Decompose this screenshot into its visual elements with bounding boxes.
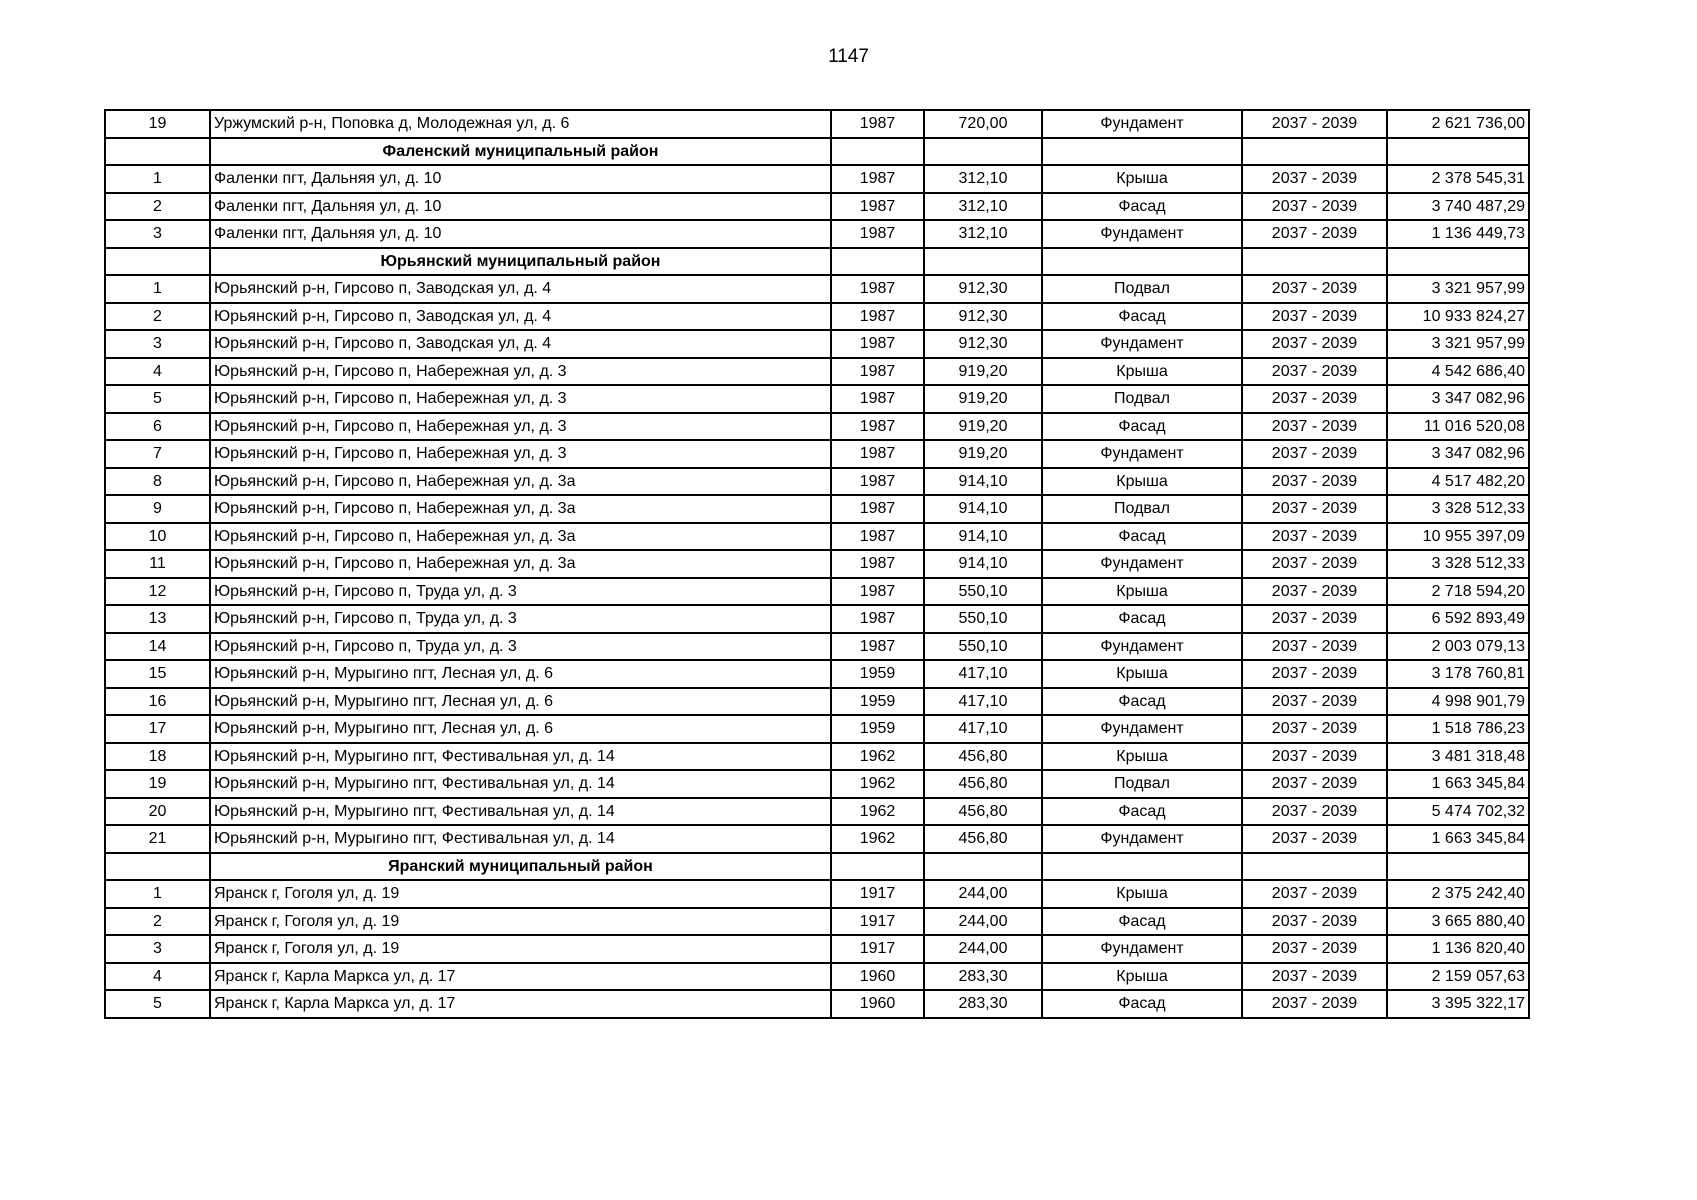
work-type-cell: Подвал: [1042, 275, 1242, 303]
table-row: [105, 220, 1529, 248]
table-row: [105, 165, 1529, 193]
build-year-cell: 1962: [831, 770, 924, 798]
address-cell: Юрьянский р-н, Гирсово п, Набережная ул, д. 3: [210, 385, 831, 413]
cost-cell: 4 998 901,79: [1387, 688, 1529, 716]
row-number: 3: [105, 220, 210, 248]
section-header-row: [105, 138, 1529, 166]
row-number: 1: [105, 880, 210, 908]
work-type-cell: Крыша: [1042, 743, 1242, 771]
build-year-cell: 1987: [831, 193, 924, 221]
row-number: 19: [105, 770, 210, 798]
empty-cell: [1242, 248, 1387, 276]
build-year-cell: 1959: [831, 660, 924, 688]
empty-cell: [1042, 248, 1242, 276]
row-number: 4: [105, 963, 210, 991]
address-cell: Яранск г, Карла Маркса ул, д. 17: [210, 990, 831, 1018]
work-type-cell: Крыша: [1042, 165, 1242, 193]
area-cell: 919,20: [924, 413, 1042, 441]
area-cell: 312,10: [924, 165, 1042, 193]
cost-cell: 3 321 957,99: [1387, 330, 1529, 358]
section-header-row: [105, 248, 1529, 276]
row-number: 16: [105, 688, 210, 716]
cost-cell: 10 933 824,27: [1387, 303, 1529, 331]
cost-cell: 1 663 345,84: [1387, 770, 1529, 798]
period-cell: 2037 - 2039: [1242, 275, 1387, 303]
row-number: 9: [105, 495, 210, 523]
table-row: [105, 468, 1529, 496]
table-row: [105, 440, 1529, 468]
period-cell: 2037 - 2039: [1242, 385, 1387, 413]
address-cell: Юрьянский р-н, Гирсово п, Труда ул, д. 3: [210, 605, 831, 633]
address-cell: Юрьянский р-н, Гирсово п, Труда ул, д. 3: [210, 633, 831, 661]
period-cell: 2037 - 2039: [1242, 468, 1387, 496]
cost-cell: 3 178 760,81: [1387, 660, 1529, 688]
work-type-cell: Крыша: [1042, 358, 1242, 386]
cost-cell: 3 481 318,48: [1387, 743, 1529, 771]
period-cell: 2037 - 2039: [1242, 440, 1387, 468]
area-cell: 456,80: [924, 798, 1042, 826]
work-type-cell: Крыша: [1042, 468, 1242, 496]
table-row: [105, 743, 1529, 771]
cost-cell: 11 016 520,08: [1387, 413, 1529, 441]
row-number: 8: [105, 468, 210, 496]
cost-cell: 4 542 686,40: [1387, 358, 1529, 386]
address-cell: Юрьянский р-н, Мурыгино пгт, Лесная ул, д. 6: [210, 660, 831, 688]
period-cell: 2037 - 2039: [1242, 358, 1387, 386]
row-number: 2: [105, 908, 210, 936]
address-cell: Фаленки пгт, Дальняя ул, д. 10: [210, 220, 831, 248]
work-type-cell: Крыша: [1042, 880, 1242, 908]
row-number: 20: [105, 798, 210, 826]
address-cell: Юрьянский р-н, Гирсово п, Заводская ул, д. 4: [210, 303, 831, 331]
work-type-cell: Подвал: [1042, 495, 1242, 523]
area-cell: 417,10: [924, 660, 1042, 688]
address-cell: Юрьянский р-н, Гирсово п, Заводская ул, д. 4: [210, 330, 831, 358]
area-cell: 720,00: [924, 110, 1042, 138]
period-cell: 2037 - 2039: [1242, 303, 1387, 331]
table-row: [105, 963, 1529, 991]
cost-cell: 2 378 545,31: [1387, 165, 1529, 193]
table-row: [105, 825, 1529, 853]
period-cell: 2037 - 2039: [1242, 413, 1387, 441]
work-type-cell: Фундамент: [1042, 825, 1242, 853]
cost-cell: 2 003 079,13: [1387, 633, 1529, 661]
cost-cell: 3 740 487,29: [1387, 193, 1529, 221]
address-cell: Юрьянский р-н, Гирсово п, Набережная ул, д. 3а: [210, 495, 831, 523]
address-cell: Юрьянский р-н, Мурыгино пгт, Лесная ул, д. 6: [210, 715, 831, 743]
row-number: 18: [105, 743, 210, 771]
work-type-cell: Фундамент: [1042, 633, 1242, 661]
cost-cell: 5 474 702,32: [1387, 798, 1529, 826]
area-cell: 914,10: [924, 523, 1042, 551]
cost-cell: 2 718 594,20: [1387, 578, 1529, 606]
area-cell: 912,30: [924, 330, 1042, 358]
address-cell: Юрьянский р-н, Гирсово п, Набережная ул, д. 3: [210, 358, 831, 386]
table-row: [105, 688, 1529, 716]
table-row: [105, 413, 1529, 441]
build-year-cell: 1987: [831, 358, 924, 386]
area-cell: 912,30: [924, 303, 1042, 331]
build-year-cell: 1987: [831, 523, 924, 551]
cost-cell: 1 518 786,23: [1387, 715, 1529, 743]
period-cell: 2037 - 2039: [1242, 825, 1387, 853]
empty-cell: [1042, 138, 1242, 166]
work-type-cell: Крыша: [1042, 578, 1242, 606]
address-cell: Фаленки пгт, Дальняя ул, д. 10: [210, 165, 831, 193]
build-year-cell: 1987: [831, 165, 924, 193]
build-year-cell: 1987: [831, 550, 924, 578]
area-cell: 312,10: [924, 220, 1042, 248]
area-cell: 550,10: [924, 578, 1042, 606]
row-number: 3: [105, 330, 210, 358]
empty-cell: [1242, 853, 1387, 881]
build-year-cell: 1960: [831, 990, 924, 1018]
period-cell: 2037 - 2039: [1242, 578, 1387, 606]
cost-cell: 3 395 322,17: [1387, 990, 1529, 1018]
table-row: [105, 330, 1529, 358]
row-number: 13: [105, 605, 210, 633]
address-cell: Юрьянский р-н, Мурыгино пгт, Фестивальная ул, д. 14: [210, 798, 831, 826]
period-cell: 2037 - 2039: [1242, 880, 1387, 908]
build-year-cell: 1987: [831, 495, 924, 523]
row-number: 2: [105, 303, 210, 331]
period-cell: 2037 - 2039: [1242, 908, 1387, 936]
area-cell: 456,80: [924, 825, 1042, 853]
address-cell: Юрьянский р-н, Гирсово п, Набережная ул, д. 3а: [210, 550, 831, 578]
work-type-cell: Фасад: [1042, 990, 1242, 1018]
cost-cell: 2 375 242,40: [1387, 880, 1529, 908]
empty-cell: [831, 853, 924, 881]
cost-cell: 3 328 512,33: [1387, 495, 1529, 523]
empty-cell: [1042, 853, 1242, 881]
build-year-cell: 1959: [831, 688, 924, 716]
period-cell: 2037 - 2039: [1242, 330, 1387, 358]
area-cell: 550,10: [924, 633, 1042, 661]
row-number: 19: [105, 110, 210, 138]
address-cell: Юрьянский р-н, Гирсово п, Набережная ул, д. 3а: [210, 523, 831, 551]
period-cell: 2037 - 2039: [1242, 523, 1387, 551]
build-year-cell: 1960: [831, 963, 924, 991]
table-row: [105, 633, 1529, 661]
row-number: 2: [105, 193, 210, 221]
address-cell: Юрьянский р-н, Мурыгино пгт, Фестивальная ул, д. 14: [210, 770, 831, 798]
work-type-cell: Фасад: [1042, 193, 1242, 221]
empty-cell: [105, 248, 210, 276]
table-row: [105, 770, 1529, 798]
period-cell: 2037 - 2039: [1242, 193, 1387, 221]
table-row: [105, 798, 1529, 826]
row-number: 17: [105, 715, 210, 743]
row-number: 4: [105, 358, 210, 386]
cost-cell: 2 159 057,63: [1387, 963, 1529, 991]
area-cell: 417,10: [924, 688, 1042, 716]
table-row: [105, 880, 1529, 908]
address-cell: Юрьянский р-н, Гирсово п, Набережная ул, д. 3а: [210, 468, 831, 496]
row-number: 21: [105, 825, 210, 853]
build-year-cell: 1987: [831, 578, 924, 606]
area-cell: 914,10: [924, 468, 1042, 496]
row-number: 7: [105, 440, 210, 468]
section-title: Фаленский муниципальный район: [210, 138, 831, 166]
cost-cell: 1 663 345,84: [1387, 825, 1529, 853]
empty-cell: [1242, 138, 1387, 166]
work-type-cell: Фасад: [1042, 523, 1242, 551]
empty-cell: [105, 853, 210, 881]
area-cell: 244,00: [924, 935, 1042, 963]
build-year-cell: 1917: [831, 880, 924, 908]
table-row: [105, 358, 1529, 386]
build-year-cell: 1987: [831, 303, 924, 331]
work-type-cell: Подвал: [1042, 770, 1242, 798]
table-row: [105, 990, 1529, 1018]
table-row: [105, 578, 1529, 606]
build-year-cell: 1959: [831, 715, 924, 743]
area-cell: 550,10: [924, 605, 1042, 633]
build-year-cell: 1987: [831, 633, 924, 661]
build-year-cell: 1987: [831, 605, 924, 633]
work-type-cell: Фундамент: [1042, 935, 1242, 963]
cost-cell: 3 665 880,40: [1387, 908, 1529, 936]
row-number: 1: [105, 275, 210, 303]
table-row: [105, 660, 1529, 688]
work-type-cell: Фасад: [1042, 413, 1242, 441]
address-cell: Юрьянский р-н, Гирсово п, Заводская ул, д. 4: [210, 275, 831, 303]
table-row: [105, 303, 1529, 331]
area-cell: 919,20: [924, 358, 1042, 386]
period-cell: 2037 - 2039: [1242, 770, 1387, 798]
build-year-cell: 1987: [831, 385, 924, 413]
build-year-cell: 1987: [831, 110, 924, 138]
area-cell: 283,30: [924, 990, 1042, 1018]
row-number: 3: [105, 935, 210, 963]
address-cell: Яранск г, Гоголя ул, д. 19: [210, 908, 831, 936]
address-cell: Юрьянский р-н, Мурыгино пгт, Фестивальная ул, д. 14: [210, 743, 831, 771]
empty-cell: [924, 138, 1042, 166]
area-cell: 914,10: [924, 550, 1042, 578]
row-number: 11: [105, 550, 210, 578]
cost-cell: 10 955 397,09: [1387, 523, 1529, 551]
build-year-cell: 1987: [831, 468, 924, 496]
period-cell: 2037 - 2039: [1242, 165, 1387, 193]
area-cell: 914,10: [924, 495, 1042, 523]
table-row: [105, 385, 1529, 413]
row-number: 5: [105, 990, 210, 1018]
area-cell: 912,30: [924, 275, 1042, 303]
address-cell: Юрьянский р-н, Гирсово п, Набережная ул, д. 3: [210, 440, 831, 468]
empty-cell: [105, 138, 210, 166]
table-row: [105, 605, 1529, 633]
period-cell: 2037 - 2039: [1242, 633, 1387, 661]
empty-cell: [1387, 138, 1529, 166]
table-row: [105, 550, 1529, 578]
address-cell: Фаленки пгт, Дальняя ул, д. 10: [210, 193, 831, 221]
period-cell: 2037 - 2039: [1242, 605, 1387, 633]
table-row: [105, 715, 1529, 743]
empty-cell: [831, 138, 924, 166]
table-row: [105, 523, 1529, 551]
cost-cell: 3 347 082,96: [1387, 385, 1529, 413]
period-cell: 2037 - 2039: [1242, 743, 1387, 771]
empty-cell: [1387, 248, 1529, 276]
build-year-cell: 1917: [831, 908, 924, 936]
empty-cell: [924, 853, 1042, 881]
build-year-cell: 1987: [831, 275, 924, 303]
address-cell: Яранск г, Карла Маркса ул, д. 17: [210, 963, 831, 991]
cost-cell: 1 136 449,73: [1387, 220, 1529, 248]
work-type-cell: Фасад: [1042, 605, 1242, 633]
area-cell: 919,20: [924, 385, 1042, 413]
build-year-cell: 1987: [831, 330, 924, 358]
address-cell: Юрьянский р-н, Гирсово п, Набережная ул, д. 3: [210, 413, 831, 441]
empty-cell: [1387, 853, 1529, 881]
period-cell: 2037 - 2039: [1242, 935, 1387, 963]
period-cell: 2037 - 2039: [1242, 220, 1387, 248]
period-cell: 2037 - 2039: [1242, 798, 1387, 826]
table-row: [105, 193, 1529, 221]
work-type-cell: Фасад: [1042, 688, 1242, 716]
page-number: 1147: [828, 46, 869, 67]
work-type-cell: Крыша: [1042, 660, 1242, 688]
table-row: [105, 935, 1529, 963]
section-title: Яранский муниципальный район: [210, 853, 831, 881]
build-year-cell: 1962: [831, 798, 924, 826]
cost-cell: 2 621 736,00: [1387, 110, 1529, 138]
work-type-cell: Фундамент: [1042, 110, 1242, 138]
table-row: [105, 908, 1529, 936]
period-cell: 2037 - 2039: [1242, 495, 1387, 523]
build-year-cell: 1987: [831, 413, 924, 441]
work-type-cell: Крыша: [1042, 963, 1242, 991]
table-row: [105, 495, 1529, 523]
area-cell: 417,10: [924, 715, 1042, 743]
build-year-cell: 1987: [831, 220, 924, 248]
build-year-cell: 1917: [831, 935, 924, 963]
table-row: [105, 275, 1529, 303]
work-type-cell: Фасад: [1042, 798, 1242, 826]
cost-cell: 3 347 082,96: [1387, 440, 1529, 468]
work-type-cell: Фасад: [1042, 908, 1242, 936]
period-cell: 2037 - 2039: [1242, 963, 1387, 991]
period-cell: 2037 - 2039: [1242, 660, 1387, 688]
address-cell: Юрьянский р-н, Мурыгино пгт, Фестивальная ул, д. 14: [210, 825, 831, 853]
address-cell: Яранск г, Гоголя ул, д. 19: [210, 880, 831, 908]
area-cell: 244,00: [924, 880, 1042, 908]
period-cell: 2037 - 2039: [1242, 990, 1387, 1018]
work-type-cell: Фундамент: [1042, 715, 1242, 743]
row-number: 14: [105, 633, 210, 661]
work-type-cell: Фундамент: [1042, 550, 1242, 578]
cost-cell: 1 136 820,40: [1387, 935, 1529, 963]
cost-cell: 3 328 512,33: [1387, 550, 1529, 578]
work-type-cell: Фундамент: [1042, 220, 1242, 248]
capital-repair-table: [104, 109, 1530, 1019]
area-cell: 456,80: [924, 743, 1042, 771]
table-body: [105, 110, 1529, 1018]
cost-cell: 6 592 893,49: [1387, 605, 1529, 633]
row-number: 10: [105, 523, 210, 551]
area-cell: 312,10: [924, 193, 1042, 221]
build-year-cell: 1962: [831, 743, 924, 771]
address-cell: Юрьянский р-н, Гирсово п, Труда ул, д. 3: [210, 578, 831, 606]
row-number: 12: [105, 578, 210, 606]
empty-cell: [831, 248, 924, 276]
area-cell: 456,80: [924, 770, 1042, 798]
cost-cell: 4 517 482,20: [1387, 468, 1529, 496]
area-cell: 919,20: [924, 440, 1042, 468]
cost-cell: 3 321 957,99: [1387, 275, 1529, 303]
table-row: [105, 110, 1529, 138]
address-cell: Юрьянский р-н, Мурыгино пгт, Лесная ул, д. 6: [210, 688, 831, 716]
area-cell: 283,30: [924, 963, 1042, 991]
work-type-cell: Фундамент: [1042, 330, 1242, 358]
build-year-cell: 1962: [831, 825, 924, 853]
address-cell: Уржумский р-н, Поповка д, Молодежная ул, д. 6: [210, 110, 831, 138]
empty-cell: [924, 248, 1042, 276]
row-number: 15: [105, 660, 210, 688]
period-cell: 2037 - 2039: [1242, 715, 1387, 743]
row-number: 1: [105, 165, 210, 193]
area-cell: 244,00: [924, 908, 1042, 936]
row-number: 5: [105, 385, 210, 413]
section-header-row: [105, 853, 1529, 881]
build-year-cell: 1987: [831, 440, 924, 468]
row-number: 6: [105, 413, 210, 441]
work-type-cell: Фасад: [1042, 303, 1242, 331]
period-cell: 2037 - 2039: [1242, 550, 1387, 578]
period-cell: 2037 - 2039: [1242, 688, 1387, 716]
work-type-cell: Подвал: [1042, 385, 1242, 413]
address-cell: Яранск г, Гоголя ул, д. 19: [210, 935, 831, 963]
work-type-cell: Фундамент: [1042, 440, 1242, 468]
section-title: Юрьянский муниципальный район: [210, 248, 831, 276]
period-cell: 2037 - 2039: [1242, 110, 1387, 138]
